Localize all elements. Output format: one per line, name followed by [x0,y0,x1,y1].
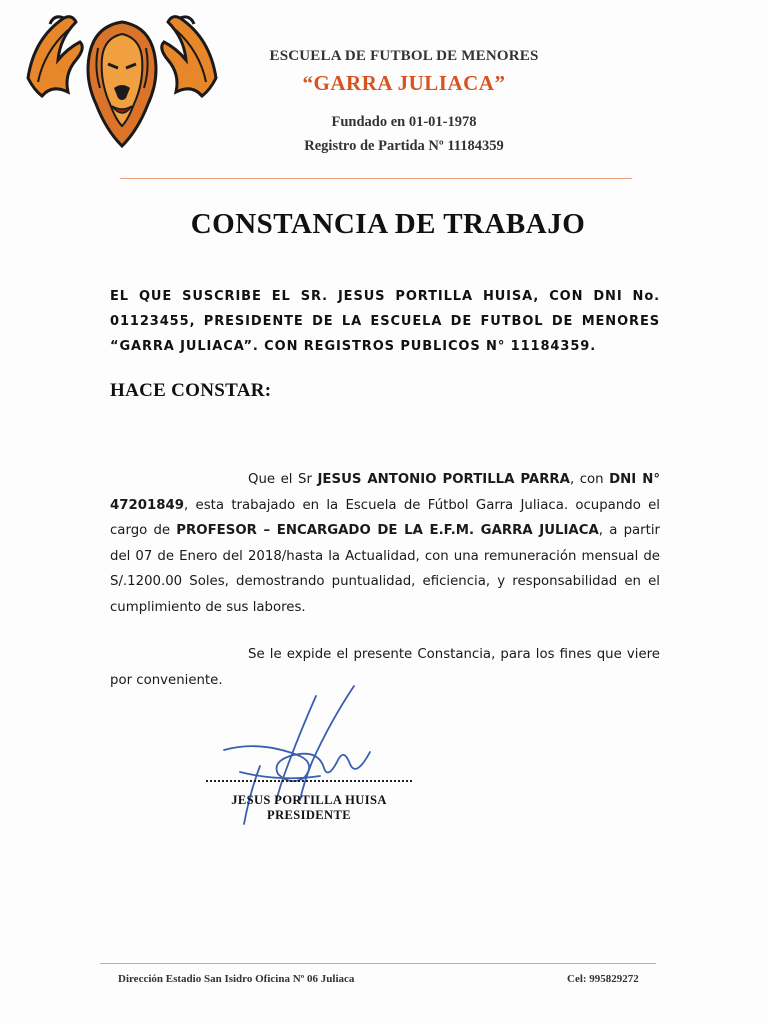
header-divider [120,178,632,179]
signature-line [206,780,412,782]
signer-role: PRESIDENTE [267,808,351,822]
closing-text: Se le expide el presente Constancia, para los fines que viere por conveniente. [110,647,660,688]
org-name-line2: “GARRA JULIACA” [302,71,506,95]
body-paragraph-1 [110,467,660,620]
lion-claw-logo [24,8,220,152]
signer-name: JESUS PORTILLA HUISA [231,793,387,807]
body-text-segment: , con [569,472,610,487]
signer-block [206,793,412,823]
registry-number: Registro de Partida Nº 11184359 [304,138,504,154]
org-name-line1: ESCUELA DE FUTBOL DE MENORES [269,48,539,64]
org-name [222,48,586,96]
body-text-segment: Que el Sr [248,472,318,487]
hace-constar-heading: HACE CONSTAR: [110,380,272,401]
intro-paragraph: EL QUE SUSCRIBE EL SR. JESUS PORTILLA HUISA, CON DNI No. 01123455, PRESIDENTE DE LA ESCUELA DE FUTBOL DE MENORES “GARRA JULIACA”. CON REGISTROS PUBLICOS N° 11184359. [110,289,660,354]
employee-dni: DNI N° 47201849 [110,472,660,513]
footer-address: Dirección Estadio San Isidro Oficina Nº 06 Juliaca [118,973,355,985]
body-text-segment: , a partir del 07 de Enero del 2018/hasta la Actualidad, con una remuneración mensual de S/.1200.00 Soles, demostrando puntualidad, eficiencia, y responsabilidad en el cumplimiento de sus labores. [110,523,660,615]
employee-role: PROFESOR – ENCARGADO DE LA E.F.M. GARRA JULIACA [176,523,599,538]
document-title: CONSTANCIA DE TRABAJO [190,208,586,240]
body-text-segment: , esta trabajado en la Escuela de Fútbol Garra Juliaca. ocupando el cargo de [110,497,660,538]
employee-name: JESUS ANTONIO PORTILLA PARRA [317,472,570,487]
footer-phone: Cel: 995829272 [567,973,639,985]
founded-date: Fundado en 01-01-1978 [331,114,477,130]
footer-divider [100,963,656,964]
